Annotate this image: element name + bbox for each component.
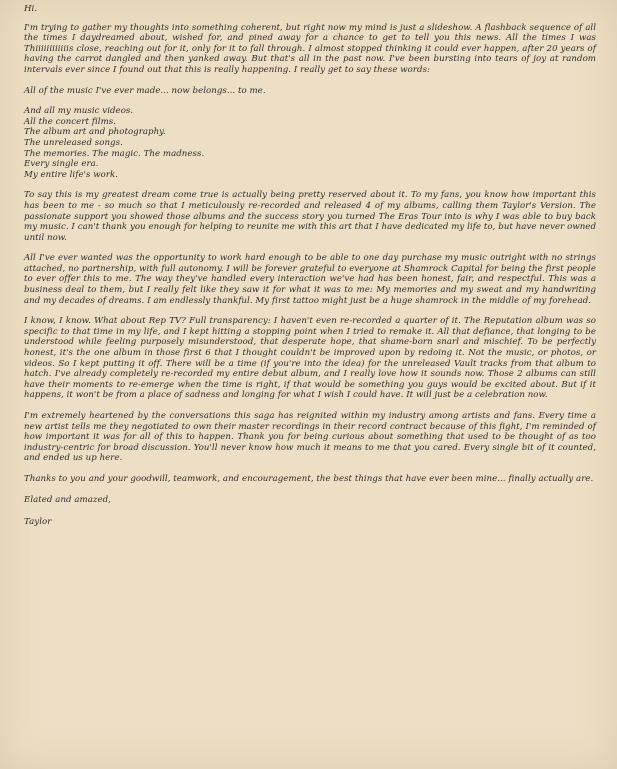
letter-paragraph-5: I know, I know. What about Rep TV? Full transparency: I haven't even re-recorded a quarter of it. The Reputation album was so specific to that time in my life, and I kept hitting a stopping point when I tried to remake it. All that defiance, that longing to be understood while feeling purposely misunderstood, that desperate hope, that shame-born snarl and mischief. To be perfectly honest, it's the one album in those first 6 that I thought couldn't be improved upon by redoing it. Not the music, or photos, or videos. So I kept putting it off. There will be a time (if you're into the idea) for the unreleased Vault tracks from that album to hatch. I've already completely re-recorded my entire debut album, and I really love how it sounds now. Those 2 albums can still have their moments to re-emerge when the time is right, if that would be something you guys would be excited about. But if it happens, it won't be from a place of sadness and longing for what I wish I could have. It will just be a celebration now. (24, 316, 596, 401)
list-item: And all my music videos. (24, 106, 134, 117)
letter-greeting: Hi. (24, 4, 38, 14)
list-item: My entire life's work. (24, 169, 119, 180)
list-item: All the concert films. (24, 116, 117, 127)
letter-paragraph-7: Thanks to you and your goodwill, teamwork, and encouragement, the best things that have ever been mine... finally actually are. (24, 473, 594, 484)
list-item: Every single era. (24, 159, 99, 170)
letter-paragraph-3: To say this is my greatest dream come true is actually being pretty reserved about it. To my fans, you know how important this has been to me - so much so that I meticulously re-recorded and released 4 of my albums, calling them Taylor's Version. The passionate support you showed those albums and the success story you turned The Eras Tour into is why I was able to buy back my music. I can't thank you enough for helping to reunite me with this art that I have dedicated my life to, but have never owned until now. (24, 190, 596, 243)
letter-paragraph-2: All of the music I've ever made... now belongs... to me. (24, 85, 266, 96)
letter-signature: Taylor (24, 517, 52, 528)
letter-list (24, 106, 596, 180)
list-item: The album art and photography. (24, 127, 166, 138)
handwritten-letter (24, 4, 596, 528)
letter-closing: Elated and amazed, (24, 494, 111, 505)
letter-paragraph-4: All I've ever wanted was the opportunity to work hard enough to be able to one day purchase my music outright with no strings attached, no partnership, with full autonomy. I will be forever grateful to everyone at Shamrock Capital for being the first people to ever offer this to me. The way they've handled every interaction we've had has been honest, fair, and respectful. This was a business deal to them, but I really felt like they saw it for what it was to me: My memories and my sweat and my handwriting and my decades of dreams. I am endlessly thankful. My first tattoo might just be a huge shamrock in the middle of my forehead. (24, 253, 596, 306)
list-item: The unreleased songs. (24, 137, 123, 148)
list-item: The memories. The magic. The madness. (24, 148, 205, 159)
letter-paragraph-1: I'm trying to gather my thoughts into something coherent, but right now my mind is just a slideshow. A flashback sequence of all the times I daydreamed about, wished for, and pined away for a chance to get to tell you this news. All the times I was Thiiiiiiiiiiiis close, reaching out for it, only for it to fall through. I almost stopped thinking it could ever happen, after 20 years of having the carrot dangled and then yanked away. But that's all in the past now. I've been bursting into tears of joy at random intervals ever since I found out that this is really happening. I really get to say these words: (24, 22, 596, 75)
letter-paragraph-6: I'm extremely heartened by the conversations this saga has reignited within my industry among artists and fans. Every time a new artist tells me they negotiated to own their master recordings in their record contract because of this fight, I'm reminded of how important it was for all of this to happen. Thank you for being curious about something that used to be thought of as too industry-centric for broad discussion. You'll never know how much it means to me that you cared. Every single bit of it counted, and ended us up here. (24, 411, 596, 464)
